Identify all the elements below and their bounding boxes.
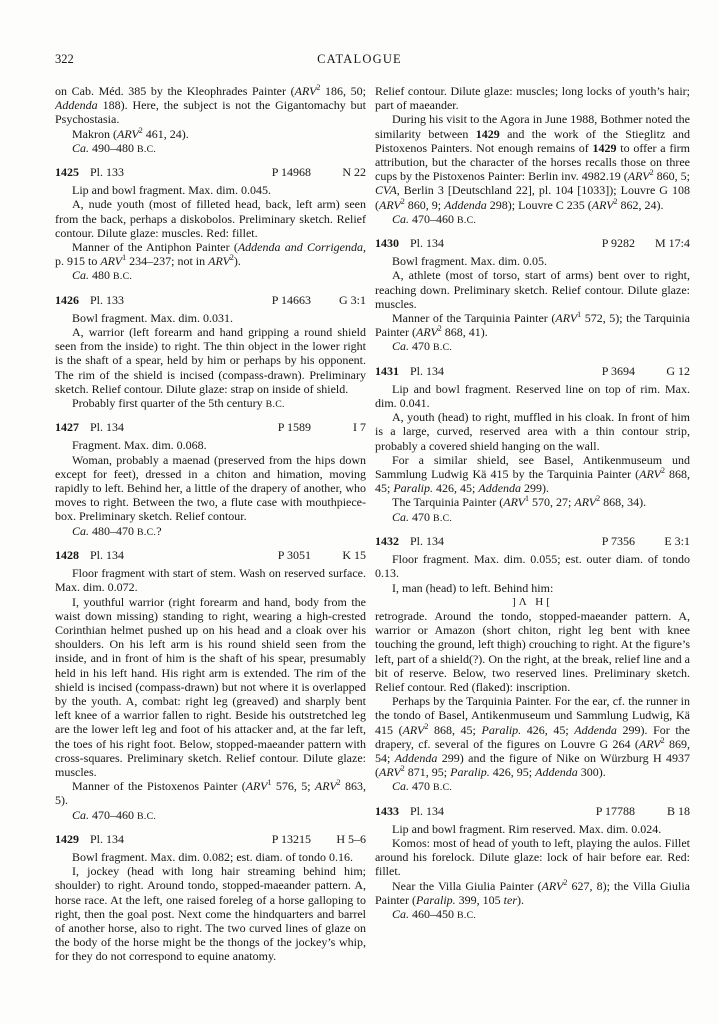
inventory-number: P 13215 xyxy=(271,831,311,846)
paragraph: Ca. 480 B.C. xyxy=(72,268,133,283)
paragraph: Komos: most of head of youth to left, playing the aulos. Fillet around his forelock. Dilute glaze: lock of hair before ear. Red: fillet. xyxy=(375,835,690,879)
entry-number: 1429 xyxy=(55,831,79,846)
right-column xyxy=(375,84,690,994)
paragraph: Bowl fragment. Max. dim. 0.05. xyxy=(392,254,547,269)
italic-run: Ca. xyxy=(392,339,410,354)
italic-run: CVA xyxy=(375,183,397,198)
paragraph: Ca. 470 B.C. xyxy=(392,779,453,794)
smallcaps-run: B.C. xyxy=(265,399,285,411)
italic-run: ARV xyxy=(639,467,661,482)
paragraph: Ca. 480–470 B.C.? xyxy=(72,523,162,538)
grid-reference: B 18 xyxy=(666,803,690,818)
plate-reference: Pl. 133 xyxy=(90,292,125,307)
inventory-number: P 17788 xyxy=(595,803,635,818)
paragraph: retrograde. Around the tondo, stopped-maeander pattern. A, warrior or Amazon (short chiton, right leg bent with knee touching the ground, left thigh) crouching to right. At the figure’s left, part of a shield(?). On the right, at the break, relief line and a bit of reserve. Below, two reserved lines. Preliminary sketch. Relief contour. Red (flaked): inscription. xyxy=(375,608,690,694)
superscript: 2 xyxy=(437,324,442,334)
paragraph: Fragment. Max. dim. 0.068. xyxy=(72,438,207,453)
paragraph: Perhaps by the Tarquinia Painter. For the ear, cf. the runner in the tondo of Basel, Antikenmuseum und Sammlung Ludwig, Kä 415 (ARV$^2$ 868, 45; Paralip. 426, 45; Addenda 299). For the drapery, cf. several of the figures on Louvre G 264 (ARV$^2$ 869, 54; Addenda 299) and the figure of Nike on Würzburg H 4937 (ARV$^2$ 871, 95; Paralip. 426, 95; Addenda 300). xyxy=(375,694,690,780)
italic-run: ARV xyxy=(503,495,526,510)
paragraph: Ca. 490–480 B.C. xyxy=(72,140,157,155)
smallcaps-run: B.C. xyxy=(457,909,477,921)
superscript: 2 xyxy=(229,253,234,263)
paragraph: Lip and bowl fragment. Reserved line on top of rim. Max. dim. 0.041. xyxy=(375,381,690,411)
greek-inscription: ]Λ Η[ xyxy=(512,595,553,608)
superscript: 2 xyxy=(424,721,429,731)
paragraph: A, nude youth (most of filleted head, back, left arm) seen from the back, perhaps a diskobolos. Preliminary sketch. Relief contour. Dilute glaze: muscles. Red: fillet. xyxy=(55,197,366,240)
superscript: 2 xyxy=(316,84,321,92)
inventory-number: P 9282 xyxy=(601,236,635,251)
text-columns xyxy=(55,84,690,994)
plate-reference: Pl. 134 xyxy=(410,803,445,818)
italic-run: ARV xyxy=(379,765,401,780)
paragraph: Near the Villa Giulia Painter (ARV$^2$ 627, 8); the Villa Giulia Painter (Paralip. 399, 105 ter). xyxy=(375,877,690,907)
superscript: 1 xyxy=(267,778,272,788)
italic-run: ARV xyxy=(402,722,425,737)
entry-heading-1430 xyxy=(375,236,690,250)
superscript: 2 xyxy=(336,778,341,788)
paragraph: Ca. 460–450 B.C. xyxy=(392,906,477,921)
italic-run: Ca. xyxy=(72,807,90,822)
paragraph: For a similar shield, see Basel, Antikenmuseum und Sammlung Ludwig Kä 415 by the Tarquinia Painter (ARV$^2$ 868, 45; Paralip. 426, 45; Addenda 299). xyxy=(375,452,690,496)
italic-run: Addenda xyxy=(535,765,578,780)
italic-run: ARV xyxy=(591,197,614,212)
italic-run: Addenda xyxy=(574,722,617,737)
inventory-number: P 14968 xyxy=(271,165,311,180)
superscript: 2 xyxy=(563,877,568,887)
italic-run: Paralip. xyxy=(481,722,522,737)
italic-run: ARV xyxy=(627,169,650,184)
paragraph: Ca. 470–460 B.C. xyxy=(72,807,157,822)
paragraph: Bowl fragment. Max. dim. 0.082; est. diam. of tondo 0.16. xyxy=(72,849,353,864)
entry-heading-1429 xyxy=(55,832,366,846)
italic-run: ARV xyxy=(294,84,317,98)
paragraph: Probably first quarter of the 5th century B.C. xyxy=(72,396,285,411)
smallcaps-run: B.C. xyxy=(137,143,157,155)
paragraph: Manner of the Tarquinia Painter (ARV$^1$ 572, 5); the Tarquinia Painter (ARV$^2$ 868, 41). xyxy=(375,310,690,340)
paragraph: A, youth (head) to right, muffled in his cloak. In front of him is a large, curved, reserved area with a thin contour strip, probably a covered shield hanging on the wall. xyxy=(375,410,690,453)
grid-reference: E 3:1 xyxy=(664,533,690,548)
superscript: 2 xyxy=(596,494,601,504)
smallcaps-run: B.C. xyxy=(433,512,453,524)
paragraph: Makron (ARV$^2$ 461, 24). xyxy=(72,125,189,141)
paragraph: on Cab. Méd. 385 by the Kleophrades Painter (ARV$^2$ 186, 50; Addenda 188). Here, the subject is not the Gigantomachy but Psychostasia. xyxy=(55,84,366,127)
paragraph: Ca. 470 B.C. xyxy=(392,339,453,354)
italic-run: ARV xyxy=(245,779,268,794)
superscript: 1 xyxy=(525,494,530,504)
italic-run: Ca. xyxy=(392,906,410,921)
bold-run: 1429 xyxy=(475,126,500,141)
italic-run: ter xyxy=(503,892,518,907)
paragraph: Floor fragment. Max. dim. 0.055; est. outer diam. of tondo 0.13. xyxy=(375,552,690,581)
grid-reference: N 22 xyxy=(342,165,366,180)
grid-reference: I 7 xyxy=(353,420,366,435)
superscript: 2 xyxy=(613,196,618,206)
italic-run: Addenda and Corrigenda xyxy=(237,240,363,255)
entry-heading-1427 xyxy=(55,420,366,434)
italic-run: Ca. xyxy=(392,211,410,226)
paragraph: Bowl fragment. Max. dim. 0.031. xyxy=(72,310,233,325)
italic-run: Addenda xyxy=(55,98,98,113)
italic-run: ARV xyxy=(638,736,661,751)
entry-number: 1430 xyxy=(375,236,399,251)
inventory-number: P 3051 xyxy=(277,547,311,562)
paragraph: Ca. 470 B.C. xyxy=(392,509,453,524)
inventory-number: P 14663 xyxy=(271,292,311,307)
italic-run: Paralip. xyxy=(450,765,490,780)
paragraph: I, youthful warrior (right forearm and hand, body from the waist down missing) standing to right, wearing a high-crested Corinthian helmet pushed up on his head and a cloak over his shoulders. On his left arm is his round shield seen from the inside, and in front of him is the shaft of his spear, presumably held in his left hand. His right arm is extended. The rim of the shield is incised (compass-drawn) but not where it is overlapped by the youth. A, combat: right leg (greaved) and sharply bent left knee of a warrior fallen to right. Beside his outstretched leg are the lower left leg and foot of his attacker and, at the far left, the toes of his right foot. Below, stopped-maeander pattern with cross-squares. Preliminary sketch. Relief contour. Dilute glaze: muscles. xyxy=(55,594,366,779)
italic-run: ARV xyxy=(314,779,337,794)
italic-run: ARV xyxy=(541,878,564,893)
italic-run: ARV xyxy=(574,495,597,510)
inventory-number: P 7356 xyxy=(601,533,635,548)
italic-run: Ca. xyxy=(72,140,90,155)
smallcaps-run: B.C. xyxy=(113,271,133,283)
plate-reference: Pl. 133 xyxy=(90,165,125,180)
superscript: 2 xyxy=(400,196,405,206)
italic-run: Addenda xyxy=(478,481,522,496)
superscript: 2 xyxy=(400,764,405,774)
italic-run: Ca. xyxy=(392,779,410,794)
entry-heading-1428 xyxy=(55,548,366,562)
superscript: 1 xyxy=(122,253,127,263)
smallcaps-run: B.C. xyxy=(457,214,477,226)
grid-reference: K 15 xyxy=(342,547,366,562)
superscript: 2 xyxy=(660,466,665,476)
italic-run: Ca. xyxy=(72,268,90,283)
entry-number: 1433 xyxy=(375,803,399,818)
plate-reference: Pl. 134 xyxy=(410,363,445,378)
grid-reference: M 17:4 xyxy=(654,236,690,251)
paragraph: A, athlete (most of torso, start of arms) bent over to right, reaching down. Preliminary sketch. Relief contour. Dilute glaze: muscles. xyxy=(375,268,690,311)
grid-reference: G 3:1 xyxy=(339,292,366,307)
superscript: 1 xyxy=(577,310,582,320)
page-number: 322 xyxy=(55,52,74,66)
smallcaps-run: B.C. xyxy=(433,342,453,354)
paragraph: Floor fragment with start of stem. Wash on reserved surface. Max. dim. 0.072. xyxy=(55,566,366,595)
entry-number: 1432 xyxy=(375,533,399,548)
italic-run: ARV xyxy=(208,254,230,269)
entry-heading-1432 xyxy=(375,534,690,548)
grid-reference: G 12 xyxy=(666,363,690,378)
entry-number: 1425 xyxy=(55,165,79,180)
superscript: 2 xyxy=(649,168,654,178)
italic-run: ARV xyxy=(379,197,401,212)
entry-heading-1433 xyxy=(375,804,690,818)
plate-reference: Pl. 134 xyxy=(410,236,445,251)
entry-number: 1431 xyxy=(375,363,399,378)
italic-run: Ca. xyxy=(392,509,410,524)
paragraph: Manner of the Antiphon Painter (Addenda and Corrigenda, p. 915 to ARV$^1$ 234–237; not in ARV$^2$). xyxy=(55,240,366,269)
superscript: 2 xyxy=(660,735,665,745)
inventory-number: P 1589 xyxy=(277,420,311,435)
paragraph: During his visit to the Agora in June 1988, Bothmer noted the similarity between 1429 and the work of the Stieglitz and Pistoxenos Painters. Not enough remains of 1429 to offer a firm attribution, but the character of the horses recalls those on three cups by the Pistoxenos Painter: Berlin inv. 4982.19 (ARV$^2$ 860, 5; CVA, Berlin 3 [Deutschland 22], pl. 104 [1033]); Louvre G 108 (ARV$^2$ 860, 9; Addenda 298); Louvre C 235 (ARV$^2$ 862, 24). xyxy=(375,112,690,212)
plate-reference: Pl. 134 xyxy=(90,831,125,846)
italic-run: ARV xyxy=(555,311,578,326)
paragraph: A, warrior (left forearm and hand gripping a round shield seen from the inside) to right. The thin object in the lower right is the shaft of a spear, held by him or perhaps by his opponent. The rim of the shield is incised (compass-drawn). Preliminary sketch. Relief contour. Dilute glaze: strap on inside of shield. xyxy=(55,325,366,396)
superscript: 2 xyxy=(138,125,143,135)
entry-number: 1428 xyxy=(55,547,79,562)
paragraph: Lip and bowl fragment. Max. dim. 0.045. xyxy=(72,183,271,198)
paragraph: Ca. 470–460 B.C. xyxy=(392,211,477,226)
entry-heading-1425 xyxy=(55,165,366,179)
paragraph: I, jockey (head with long hair streaming behind him; shoulder) to right. Around tondo, stopped-maeander pattern. A, horse race. At the left, one raised foreleg of a horse galloping to right, then the goal post. Next come the hindquarters and barrel of another horse, also to right. The two curved lines of glaze on the body of the horse might be the thongs of the jockey’s whip, for they do not correspond to equine anatomy. xyxy=(55,864,366,964)
grid-reference: H 5–6 xyxy=(336,831,366,846)
italic-run: Ca. xyxy=(72,523,90,538)
entry-number: 1426 xyxy=(55,292,79,307)
paragraph: Manner of the Pistoxenos Painter (ARV$^1$ 576, 5; ARV$^2$ 863, 5). xyxy=(55,778,366,808)
italic-run: Addenda xyxy=(444,197,487,212)
paragraph: I, man (head) to left. Behind him: xyxy=(392,580,554,595)
plate-reference: Pl. 134 xyxy=(90,420,125,435)
smallcaps-run: B.C. xyxy=(137,526,157,538)
paragraph: Relief contour. Dilute glaze: muscles; long locks of youth’s hair; part of maeander. xyxy=(375,84,690,113)
entry-number: 1427 xyxy=(55,420,79,435)
inventory-number: P 3694 xyxy=(601,363,635,378)
plate-reference: Pl. 134 xyxy=(410,533,445,548)
italic-run: Paralip. xyxy=(416,892,456,907)
page-header xyxy=(55,52,690,68)
plate-reference: Pl. 134 xyxy=(90,547,125,562)
italic-run: ARV xyxy=(416,325,438,340)
entry-heading-1431 xyxy=(375,364,690,378)
paragraph: Woman, probably a maenad (preserved from the hips down except for feet), dressed in a chiton and himation, moving rapidly to left. Behind her, a little of the drapery of another, who moves to right. Between the two, a flute case with mouthpiece-box. Preliminary sketch. Relief contour. xyxy=(55,452,366,524)
bold-run: 1429 xyxy=(592,140,617,155)
italic-run: Addenda xyxy=(394,750,438,765)
paragraph: Lip and bowl fragment. Rim reserved. Max. dim. 0.024. xyxy=(392,821,662,836)
entry-heading-1426 xyxy=(55,293,366,307)
smallcaps-run: B.C. xyxy=(137,810,157,822)
left-column xyxy=(55,84,366,994)
running-head-title: CATALOGUE xyxy=(317,52,402,66)
italic-run: ARV xyxy=(100,254,123,269)
italic-run: Paralip. xyxy=(393,481,434,496)
smallcaps-run: B.C. xyxy=(433,782,453,794)
italic-run: ARV xyxy=(117,126,139,141)
paragraph: The Tarquinia Painter (ARV$^1$ 570, 27; ARV$^2$ 868, 34). xyxy=(392,494,647,510)
